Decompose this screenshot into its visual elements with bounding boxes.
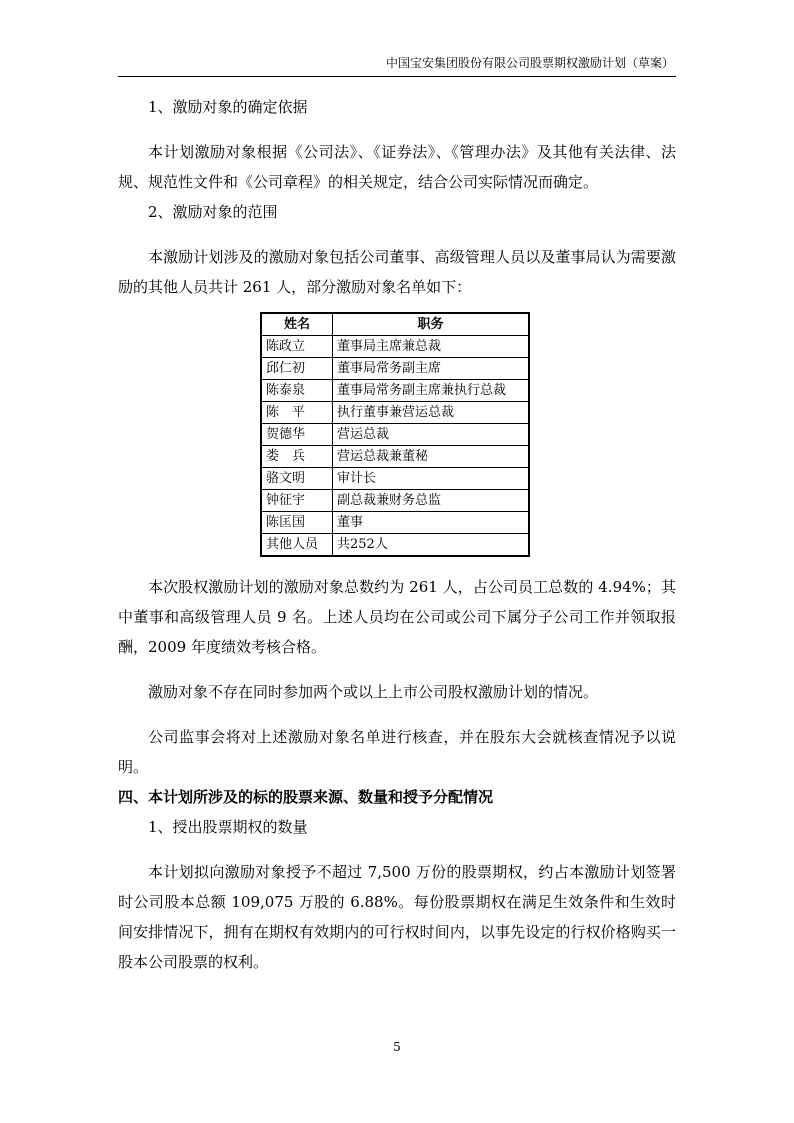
table-row [261,468,529,490]
item2-heading: 2、激励对象的范围 [148,203,278,221]
table-row [261,534,529,557]
cell-position: 营运总裁兼董秘 [333,446,530,468]
incentive-table-wrapper [260,312,530,557]
table-row [261,446,529,468]
cell-position: 董事局常务副主席兼执行总裁 [333,380,530,402]
supervisor-review-paragraph: 公司监事会将对上述激励对象名单进行核查，并在股东大会就核查情况予以说明。 [118,728,676,776]
cell-name: 陈泰泉 [261,380,333,402]
table-row [261,402,529,424]
cell-position: 董事 [333,512,530,534]
section4-heading: 四、本计划所涉及的标的股票来源、数量和授予分配情况 [118,788,494,806]
item2-paragraph: 本激励计划涉及的激励对象包括公司董事、高级管理人员以及董事局认为需要激励的其他人员共计 261 人，部分激励对象名单如下： [118,248,676,296]
table-row [261,512,529,534]
table-header-row [261,313,529,336]
cell-name: 邱仁初 [261,358,333,380]
item4-1-paragraph: 本计划拟向激励对象授予不超过 7,500 万份的股票期权，约占本激励计划签署时公司股本总额 109,075 万股的 6.88%。每份股票期权在满足生效条件和生效时间安排情况下，拥有在期权有效期内的可行权时间内，以事先设定的行权价格购买一股本公司股票的权利。 [118,863,676,971]
table-row [261,380,529,402]
cell-position: 副总裁兼财务总监 [333,490,530,512]
item4-1-heading: 1、授出股票期权的数量 [148,818,308,836]
header-title: 中国宝安集团股份有限公司股票期权激励计划（草案） [385,56,674,70]
cell-name: 其他人员 [261,534,333,557]
table-row [261,490,529,512]
page-header [118,56,676,77]
table-row [261,336,529,358]
total-recipients-paragraph: 本次股权激励计划的激励对象总数约为 261 人，占公司员工总数的 4.94%；其中董事和高级管理人员 9 名。上述人员均在公司或公司下属分子公司工作并领取报酬，2009 年度绩效考核合格。 [118,578,676,656]
cell-position: 董事局主席兼总裁 [333,336,530,358]
cell-name: 骆文明 [261,468,333,490]
cell-position: 营运总裁 [333,424,530,446]
cell-position: 执行董事兼营运总裁 [333,402,530,424]
cell-name: 陈匡国 [261,512,333,534]
column-header-name: 姓名 [261,313,333,336]
item1-heading: 1、激励对象的确定依据 [148,98,308,116]
cell-position: 共252人 [333,534,530,557]
table-row [261,358,529,380]
page-number: 5 [393,1040,401,1054]
cell-name: 娄 兵 [261,446,333,468]
no-dual-participation-paragraph: 激励对象不存在同时参加两个或以上上市公司股权激励计划的情况。 [148,683,599,701]
cell-name: 贺德华 [261,424,333,446]
cell-name: 钟征宇 [261,490,333,512]
cell-position: 审计长 [333,468,530,490]
column-header-position: 职务 [333,313,530,336]
item1-paragraph: 本计划激励对象根据《公司法》、《证券法》、《管理办法》及其他有关法律、法规、规范性文件和《公司章程》的相关规定，结合公司实际情况而确定。 [118,143,676,191]
cell-name: 陈政立 [261,336,333,358]
cell-position: 董事局常务副主席 [333,358,530,380]
cell-name: 陈 平 [261,402,333,424]
incentive-recipients-table [260,312,530,557]
document-body [118,92,676,977]
table-row [261,424,529,446]
